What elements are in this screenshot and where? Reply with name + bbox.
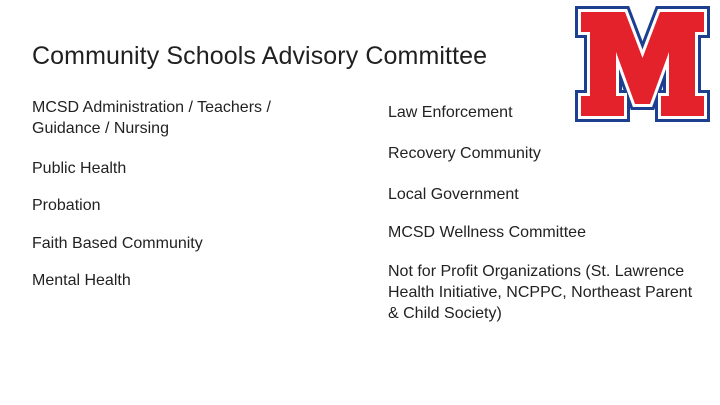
list-item-recovery-community: Recovery Community <box>388 145 541 162</box>
list-item-probation: Probation <box>32 197 101 214</box>
slide-title: Community Schools Advisory Committee <box>32 42 488 70</box>
list-item-not-for-profit-organizations: Not for Profit Organizations (St. Lawrence Health Initiative, NCPPC, Northeast Parent & Child Society) <box>388 263 693 322</box>
block-m-logo-icon <box>575 6 710 122</box>
list-item-mcsd-administration: MCSD Administration / Teachers / Guidance / Nursing <box>32 99 271 137</box>
logo-fill <box>581 12 704 116</box>
list-item-local-government: Local Government <box>388 186 519 203</box>
list-item-public-health: Public Health <box>32 160 127 177</box>
list-item-mcsd-wellness-committee: MCSD Wellness Committee <box>388 224 586 241</box>
list-item-mental-health: Mental Health <box>32 272 131 289</box>
list-item-faith-based-community: Faith Based Community <box>32 235 203 252</box>
list-item-law-enforcement: Law Enforcement <box>388 104 513 121</box>
